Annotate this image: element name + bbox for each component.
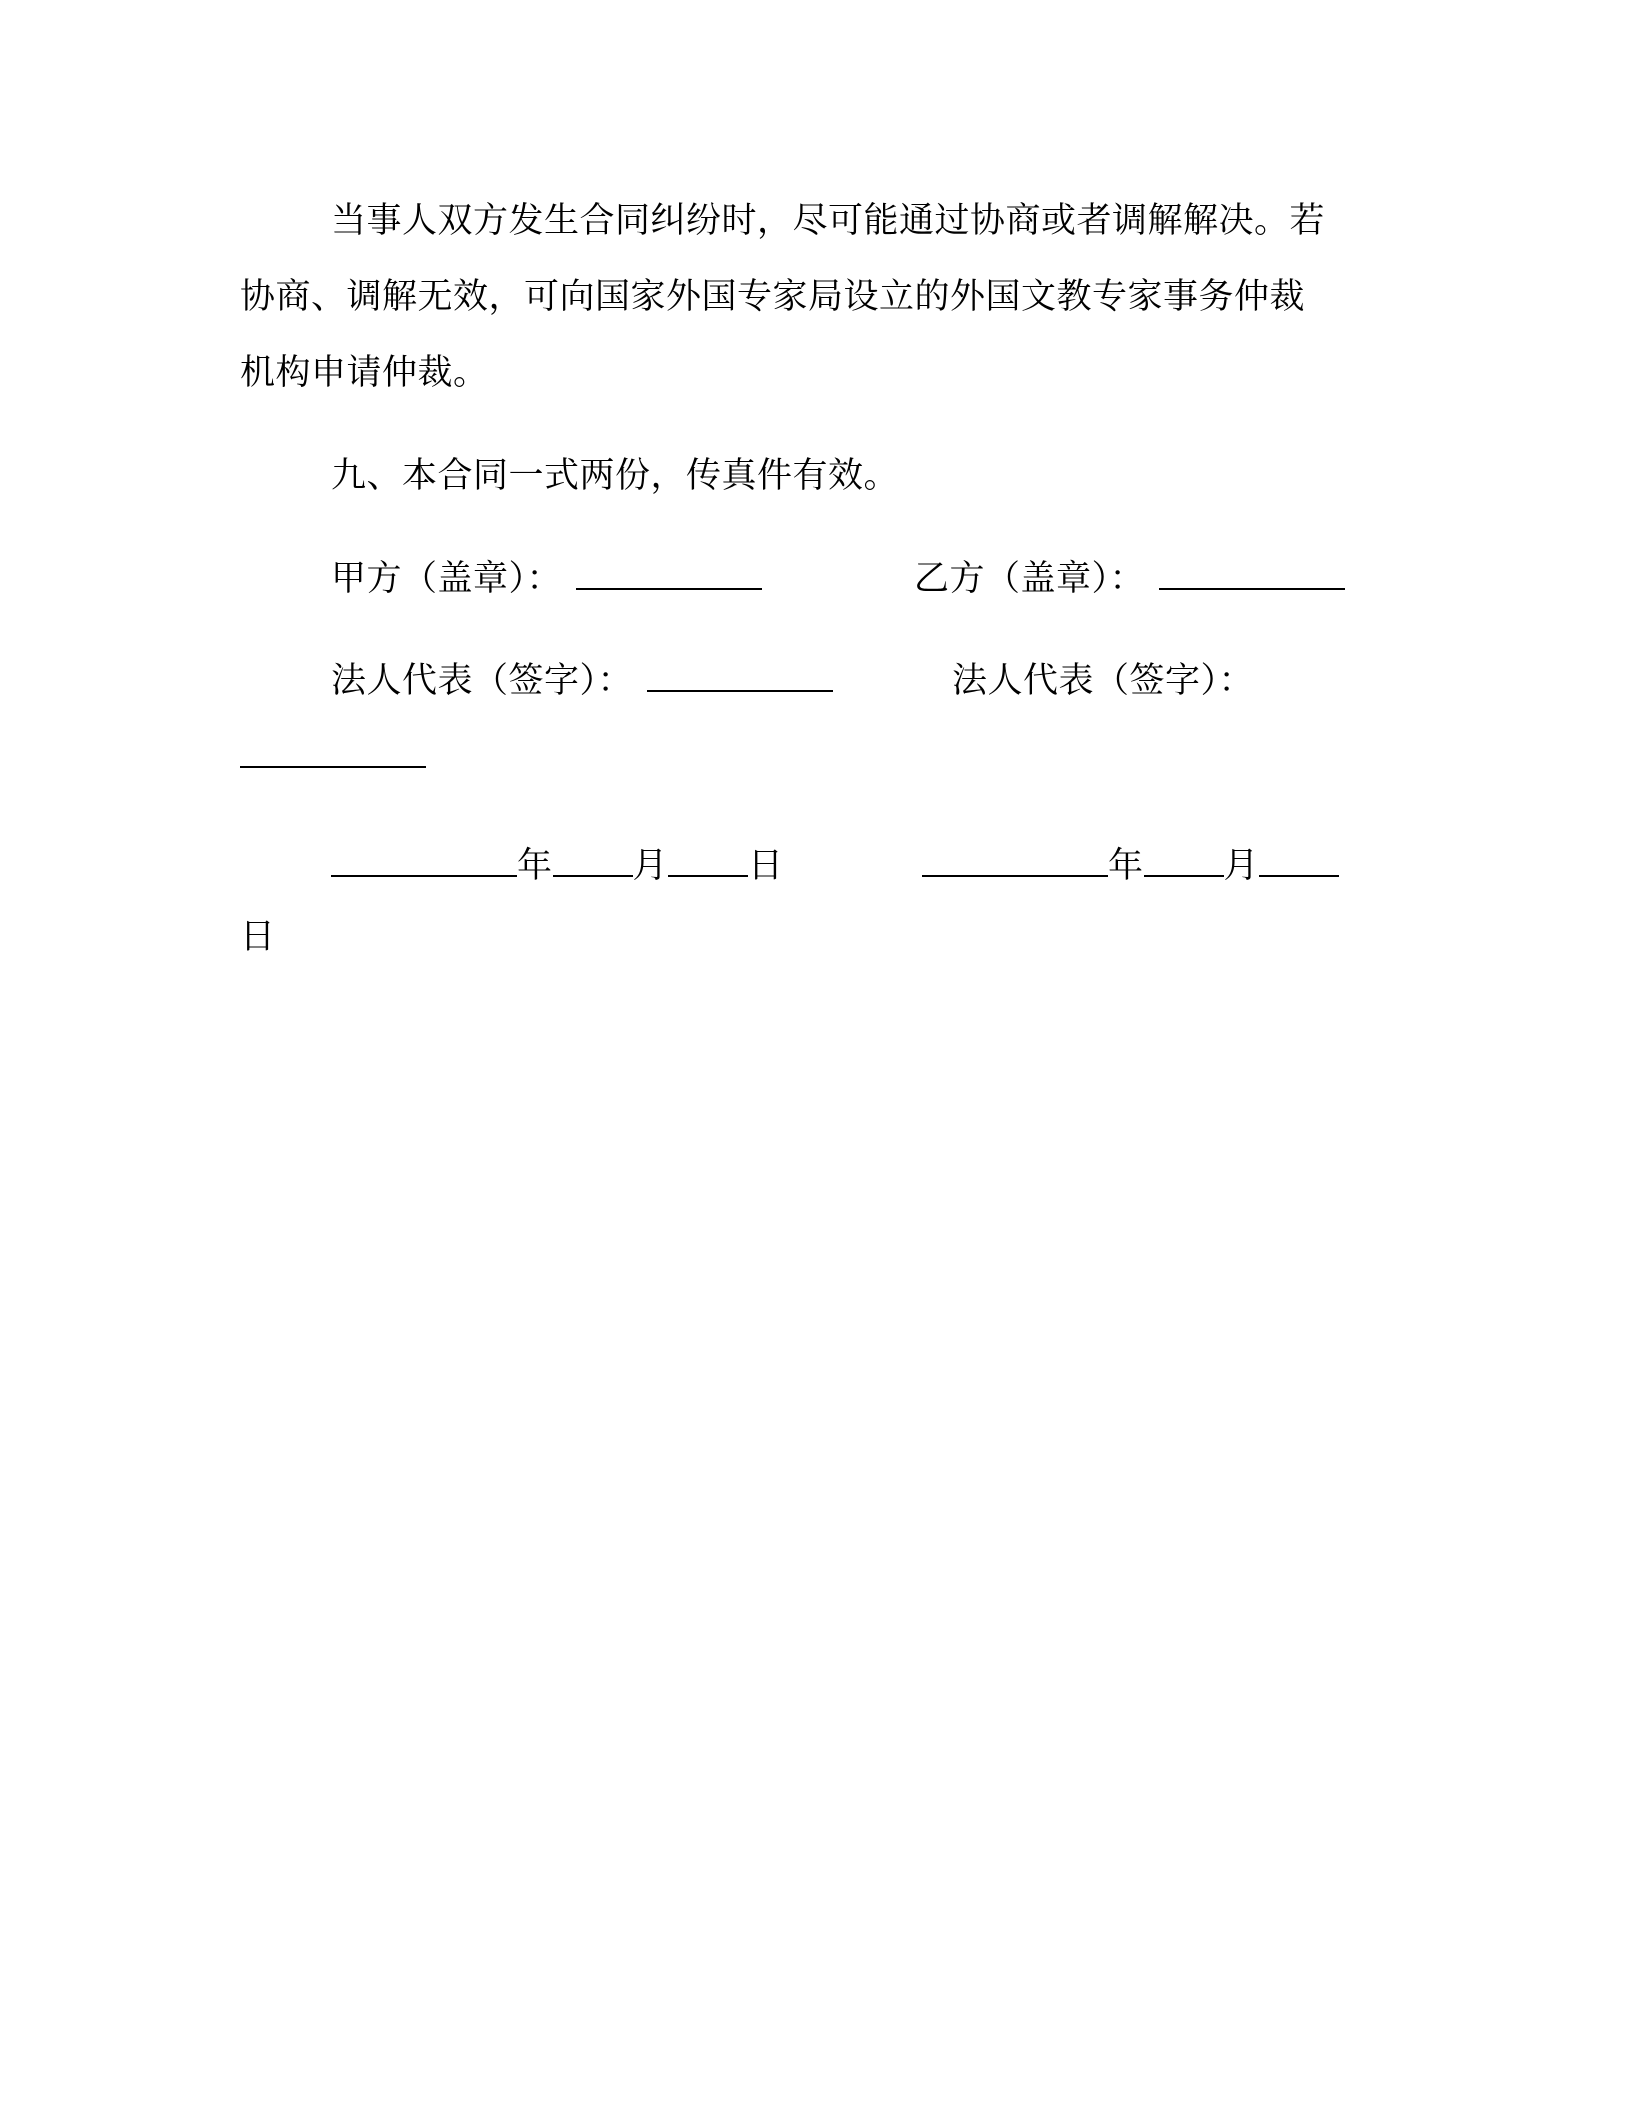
party-a-rep-row xyxy=(331,656,833,706)
party-b-year-label: 年 xyxy=(1108,846,1144,886)
party-b-seal-label: 乙方（盖章）： xyxy=(914,559,1146,599)
party-b-rep-blank-row xyxy=(240,732,426,782)
party-b-year-blank[interactable] xyxy=(922,843,1108,877)
party-b-rep-row xyxy=(952,656,1254,706)
party-b-day-blank[interactable] xyxy=(1259,843,1339,877)
party-b-rep-blank[interactable] xyxy=(240,734,426,768)
party-b-rep-label: 法人代表（签字）： xyxy=(952,661,1255,701)
party-a-rep-label: 法人代表（签字）： xyxy=(331,661,634,701)
party-a-seal-label: 甲方（盖章）： xyxy=(331,559,563,599)
party-a-month-blank[interactable] xyxy=(553,843,633,877)
clause-eight-line-3: 机构申请仲裁。 xyxy=(240,353,489,393)
clause-eight-line-2: 协商、调解无效，可向国家外国专家局设立的外国文教专家事务仲裁 xyxy=(240,277,1306,317)
party-a-day-blank[interactable] xyxy=(668,843,748,877)
party-a-year-blank[interactable] xyxy=(331,843,517,877)
party-a-seal-row xyxy=(331,554,762,604)
party-b-date-row xyxy=(922,841,1339,891)
party-b-day-label-row xyxy=(240,912,276,962)
party-a-year-label: 年 xyxy=(517,846,553,886)
party-b-seal-row xyxy=(914,554,1345,604)
party-a-date-row xyxy=(331,841,784,891)
party-a-rep-blank[interactable] xyxy=(647,658,833,692)
clause-eight-line-1: 当事人双方发生合同纠纷时，尽可能通过协商或者调解解决。若 xyxy=(331,201,1326,241)
party-a-month-label: 月 xyxy=(632,846,669,886)
clause-nine-paragraph: 九、本合同一式两份，传真件有效。 xyxy=(331,456,900,496)
party-b-seal-blank[interactable] xyxy=(1159,556,1345,590)
party-a-day-label: 日 xyxy=(748,846,784,886)
party-b-month-blank[interactable] xyxy=(1144,843,1224,877)
party-a-seal-blank[interactable] xyxy=(576,556,762,590)
party-b-day-label: 日 xyxy=(240,917,276,957)
party-b-month-label: 月 xyxy=(1223,846,1260,886)
